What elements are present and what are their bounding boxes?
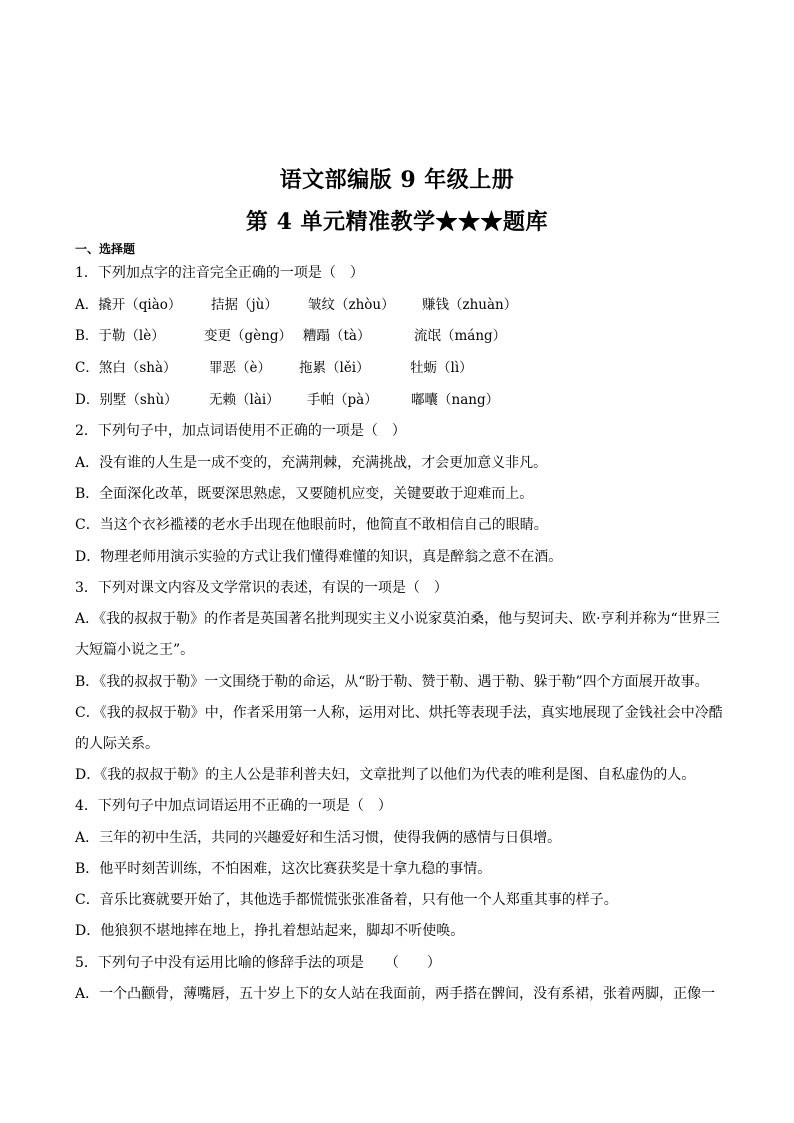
question-3-option-c: C．《我的叔叔于勒》中，作者采用第一人称，运用对比、烘托等表现手法，真实地展现了金钱社会中冷酷 [75,705,723,721]
option-a-item-2: 拮据（jù） [211,297,278,313]
question-1-stem: 1．下列加点字的注音完全正确的一项是（ ） [75,265,364,281]
option-c-item-4: 牡蛎（lì） [410,360,473,376]
question-2-stem: 2．下列句子中，加点词语使用不正确的一项是（ ） [75,423,406,439]
question-3-option-d: D．《我的叔叔于勒》的主人公是菲利普夫妇，文章批判了以他们为代表的唯利是图、自私虚伪的人。 [75,767,696,783]
question-2-option-b: B．全面深化改革，既要深思熟虑，又要随机应变，关键要敢于迎难而上。 [75,486,534,502]
question-4-stem: 4．下列句子中加点词语运用不正确的一项是（ ） [75,798,392,814]
question-4-option-a: A．三年的初中生活，共同的兴趣爱好和生活习惯，使得我俩的感情与日俱增。 [75,830,562,846]
question-3-option-b: B．《我的叔叔于勒》一文围绕于勒的命运，从“盼于勒、赞于勒、遇于勒、躲于勒”四个方面展开故事。 [75,674,709,690]
question-5-option-a: A．一个凸颧骨，薄嘴唇，五十岁上下的女人站在我面前，两手搭在髀间，没有系裙，张着两脚，正像一 [75,986,716,1002]
section-heading: 一、选择题 [75,242,136,256]
question-4-option-c: C．音乐比赛就要开始了，其他选手都慌慌张张准备着，只有他一个人郑重其事的样子。 [75,892,618,908]
question-2-option-d: D．物理老师用演示实验的方式让我们懂得难懂的知识，真是醉翁之意不在酒。 [75,549,563,565]
option-d-item-4: 嘟囔（nang） [411,392,500,408]
option-d-item-2: 无赖（lài） [209,392,280,408]
question-4-option-d: D．他狼狈不堪地摔在地上，挣扎着想站起来，脚却不听使唤。 [75,923,465,939]
option-b-item-4: 流氓（máng） [414,328,507,344]
option-b-item-2: 变更（gèng） [204,328,292,344]
option-d-item-1: D．别墅（shù） [75,392,178,408]
option-c-item-1: C．煞白（shà） [75,360,177,376]
option-a-item-3: 皱纹（zhòu） [308,297,395,313]
option-c-item-3: 拖累（lěi） [299,360,370,376]
question-5-stem: 5．下列句子中没有运用比喻的修辞手法的项是 （ ） [75,955,441,971]
document-title: 语文部编版 9 年级上册 [279,167,515,193]
question-2-option-c: C．当这个衣衫褴褛的老水手出现在他眼前时，他简直不敢相信自己的眼睛。 [75,517,548,533]
option-d-item-3: 手帕（pà） [307,392,378,408]
question-3-option-a: A．《我的叔叔于勒》的作者是英国著名批判现实主义小说家莫泊桑，他与契诃夫、欧·亨利并称为“世界三 [75,611,720,627]
question-4-option-b: B．他平时刻苦训练，不怕困难，这次比赛获奖是十拿九稳的事情。 [75,861,492,877]
document-subtitle: 第 4 单元精准教学★★★题库 [245,209,549,235]
option-c-item-2: 罪恶（è） [209,360,271,376]
question-3-option-c-continued: 的人际关系。 [75,736,159,752]
question-2-option-a: A．没有谁的人生是一成不变的，充满荆棘，充满挑战，才会更加意义非凡。 [75,455,548,471]
option-b-item-1: B．于勒（lè） [75,328,165,344]
option-a-item-1: A．撬开（qiào） [75,297,182,313]
option-a-item-4: 赚钱（zhuàn） [422,297,518,313]
option-b-item-3: 糟蹋（tà） [303,328,371,344]
question-3-stem: 3．下列对课文内容及文学常识的表述，有误的一项是（ ） [75,580,448,596]
question-3-option-a-continued: 大短篇小说之王”。 [75,642,195,658]
